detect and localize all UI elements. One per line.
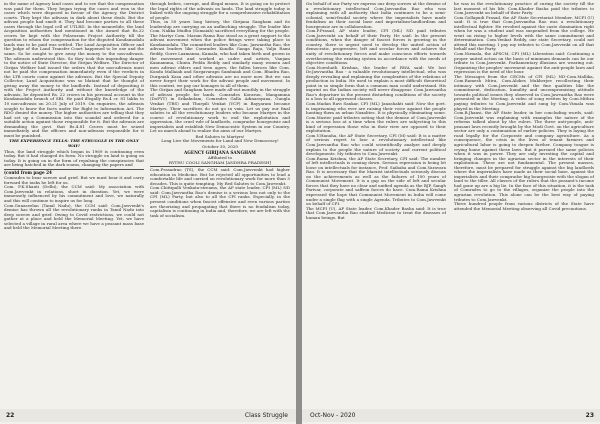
closing-slogans: Red Salutes to Martyrs! Long Live the Movements for Land and New Democracy!	[161, 133, 279, 144]
organization-affiliation: Affiliated to RYTHU COOLI SANGHAM [ANDHRA PRADESH]	[168, 155, 272, 165]
publication-name: Class Struggle	[244, 412, 288, 419]
organization-signature: AGENCY GIRIJANA SANGHAM	[184, 149, 256, 155]
continued-marker: (contd from page 24	[4, 169, 52, 175]
article-body: he was in the revolutionary practice of curing the society till the last moment of his life. Com.Khader Basha paid the tributes to Com.Jawvenkt on behalf of their Party. Com.Gollapudi Prasad, the AP State Secretariat Member, MCPI (U) said: It is true that Com.Jawvantha Rao was a revolutionary intellectual fighter. He revolted against the caste domination right when he was a student and was suspended from the college. He went on rising to higher levels with the same commitment and determination. Com.Venkat Reddy, our state Secretary, could not attend this meeting. I pay my tributes to Com.Jawvenkt on all that behalf and the Party. Com.Nirmala, the APSCM, CPI (ML) Liberation said: Continuing a proper united action on the basis of minimum demands can be our tribute to Com.Jawvenkt. Parliamentary illusions are wearing out. Organizing the peoples' movement against the anti-people laws and repression is the need of the hour. The Messages from the CECMs of CPI (ML) ND-Com.Mallika, Com.Ramesh Mitra, Com.Alokes Mukherjee recollecting their intimacy with Com.Jawvenkt and the fine qualities like the commitment, dedication, humility and uncompromising attitude towards political issues they observed in Com.Jawvantha Rao were presented in the Meeting. A video of song written by Com.Mithra paying tributes to Com.Jawvenkt and sung by Com.Vimala was played in the Meeting. Com.B.Jhansi, the AP State leader, in her concluding words, said: Com.Jawvenkt was explaining with examples the nature of the reforms talked about by the rulers. The three anti-people, anti-peasant laws recently brought by the Modi Govt. on the agriculture sector are only a continuation of earlier policies. They is laying the road legally for the Corporate and company agriculture. As a consequence, the crisis in the lives of tenant farmers and agricultural labor is going to deepen further. Company tongue is crying home against these laws. But it pursued the same policies when it was in power. They are only investing the capital and bringing changes in the agrarian sector in the interests of their exploitation. These are not fundamental. The present masses, therefore, must be prepared for struggle against the big landlords where the imperialists have made as their social base, against the imperialists and their comprador big bourgeoisie with the slogan of land to the tiller. All classes of the rulers that the peasant's income had gone up are a big lie. In the face of this situation, it is the task of Comrades to go to the villages, organize the people into the agrarian revolution. This alone can be the best way of paying tributes to Com.Jawvenkt. Three hundred people from various districts of the State have attended the Memorial Meeting observing all Covid precautions.	[454, 2, 594, 211]
article-body: Thus, the land struggle which began in 1969 is continuing even today. But it had changed its form. No struggle on land is going on today. It is going on in the form of repulsing the conspiracies that are being hatched in the dark rooms, changing the papers and	[4, 148, 144, 168]
left-page-footer	[0, 409, 296, 422]
page-number: 23	[585, 412, 594, 419]
article-body: Com.Prasadrao (TS), the CCM said: Com.Jawvenkt had higher education in Medicine. But he rejected all opportunities to lead a comfortable life and carried on revolutionary work for more than 5 decades. This is quite tempting. My Red Salutes to Com.Jawvenkt. Com.Chittipalli Venkata-streams, the AP state leader, CPI (ML) ND said: Com.Jawvantha Rao's demise is a serious loss not only to the CPI (ML) Party, but also to all the CPI ranks. Especially, in the present conditions when fascist offensive and even various parties are theorizing and propagating that there is no feudalism today, capitalism is continuing in India and, therefore, we are left with the task of socialism.	[150, 167, 290, 218]
article-body: Comrades to bear sorrow and grief. But we must bear it and carry forward the tasks he left for us. Com. P.K.Shanti (Delhi), the CCM said: My association with Com.Jawvenkt in relations, short in duration. Yet, we were immensely influenced by his commitment and love, we naturally and this will continue to inspire us for long. Com.Gunaseelan (Tamil Nadu), the CCM said: Com.Jawvenkt's demise has thrown all the revolutionary ranks in Tamil Nadu into deep sorrow and grief. Owing to Covid restrictions, we could not gather at a place and held the Memorial Meeting. Yet, we have selected a village in rural area where we have a peasant mass base and held the Memorial Meeting there.	[4, 175, 144, 231]
section-heading: THE EXPERIENCE TELLS: THE STRUGGLE IS THE ONLY WAY!	[9, 138, 139, 148]
issue-date: Oct-Nov - 2020	[310, 412, 356, 419]
left-page-column-2	[150, 2, 290, 406]
article-body: through bribes, corrupt, and illegal means. It is going on to protect the legal rights of the adivasis on lands. The land struggle today is linked with the ongoing struggle for a comprehensive rehabilitation of people. Thus, in 50 years long history, the Girijana Sangham and its leadership are carrying on an unflinching struggle. The leader like Com. Nakka Mudhu (Somaiah) sacrificed everything for the people. The Martyr Com. Maram Rama Rao stood as a great support to the adivasi movement when the police firings were taking place in Kondamodalu. The committed leaders like Com. Jaswantha Rao, the adivasi leaders like Comrades Kundla Ganga Raju, Valju Rami Reddy, Gorre Laxmanna, Kamala, who had taken birth and grown in the movement and worked as cadre and artists, Vanjam Kannamma, Chinta Pedda Reddy and similarly many women and men adivasi elders and teen agers, the fallen heroes like Com. Kondu Mallaiah and Surgavarapu Sambaiah and Com. Bhadra Rao, Durgaiah Kasa and other adivasis are no more now. But we can never forget their work for the adivasi people and movement. In this context, we pay our homages to all of them. The Girijan and Sangham have made all-out monthly in the struggle of adivasi people for lands. Comrades Koraruu, Mangamma (DoPYT) in Srikakulam, Comrades Galla Adinarayana, Gungla Venkat (TRS) and Thurpili Venkat (YCP) in Bayyaram became Martyrs. Their sacrifices do not go in vain. Let us pay our final salutes to all the revolutionary leaders who became Martyrs in the course of revolutionary work to end the exploitation and oppression, the cruel rule of landlords, comprador bourgeoisie and imperialists and establish New Democratic System in our Country. Let us march ahead to realize the aims of our Martyrs.	[150, 2, 290, 134]
right-page-column-1	[306, 2, 446, 406]
right-page-footer	[302, 409, 600, 422]
article-body: On behalf of our Party we express our deep sorrow at the demise of a revolutionary intellectual Com.Jawvanthu Rao who was explaining with all authority that India continues to be a semi-colonial, semi-feudal society where the imperialists have made feudalism as their social base and imperialism-landlordism and bourgeoisie are in collaboration. Com.P.Prasad, AP state leader, CPI (ML) ND paid tributes Com.Jawvenkt on behalf of their Party. He said: In the present conditions, when the danger of fascist forces is growing in the country, there is urgent need to develop the united action of democratic, progressive, left and secular forces and achieve the unity of revolutionary forces and make conscious efforts towards overthrowing the existing system in accordance with the needs of objective conditions. Com.Nowshath Krishna, the leader of RWA said: We lost Dr.Jawvantha Rao - a valuable revolutionary intellectual, who was deeply revealing and explaining the complexities of the relations of production in India. He used to explain a most difficult theoretical point in so simple form that a common man could understand. His imprint on the Indian society will never disappear. Com.Jawvantha Rao's departure in the present disturbing conditions of the society is a loss to all oppressed classes. Com.Madan Ravi Sankar, CPI (ML) Janashakti said: Now the govt. is imprisoning who ever are raising their voice against the people hunting them as urban Naxalites. It is physically eliminating some. Com.Master paid tributes noting that the demise of Com.Jawvenkt is a serious loss at a time when the rulers are subjecting to this kind of repression those who in their view are opposed to their exploitation. Com.V.Hanuha, the AP State Secretary, CPI (M) said: It is a matter of serious regret to lose a revolutionary intellectual like Com.Jawvantha Rao who could scientifically analyze and deeply explain to the people the nature of society and current political developments. My tributes to Com.Jawvenkt. Com.Rama Krishna, the AP State Secretary, CPI said: The number of left intellectuals is coming down. Serious repression is being let loose on intellectuals for instance, Prof. Saibaba and Com.Varavara Rao. It is necessary that the Marxist intellectuals seriously discuss on the achievements as well as the failures of 100 years of Communist Movement. It is a gap on the side of left and secular forces that they have no clear and unified agenda as the BJP, Sangh Parivar, corporate and saffron forces do have. Com.Rama Krishna expressed the hope that Communist Movement in India will come under a single flag with a single Agenda. Tributes to Com.Jawvenkt on behalf of CPI. The MCPI (U), AP State leader, Com.Khader Basha said: It is true that Com.Jawvantha Rao studied Medicine to treat the diseases of human beings. But	[306, 2, 446, 220]
article-body: in the name of Agency land cases and to see that the compensation was paid for them. They began trying the cases and won in the cases which were disposed in favour of the Agency, the District courts. They kept the adivasis in dark about these deals. But the adivasi people had smelt it. They had become parties to all these cases through the legal cell of UTLRD. In the meanwhile, the land Acquisition authorities had mentioned in the Award that Rs.22 crores be kept with the Polavaram Project Authority till the question to whom the compensation for the disputed Kondamodalu lands was to be paid was settled. The Land Acquisition Officer and the Judge of the Land Transfer Court happened to be one and the same. So he sought to give away the money to the non-adivasis. The adivasis understood this. So they took this impending danger to the notice of State Director, the Girijan Welfare. The Director of Girijan Welfare had issued the orders that the non-adivasis must not be paid the compensation immediately even if the verdicts in the LTR courts come against the adivasis. But the Special Deputy Collector, Land Acquisitions was so blatant that he thought of giving away the money to the landlords. Instead of depositing it with the Project Authority and without the knowledge of the adivasis, he deposited Rs. 22 crores in his personal account in the Kondamodalu branch of SBI. He paid illegally Rs.4 cr. 81 lakhs to 10 non-adivasis on 20.21 July of 2019. On enquiries, the adivasis sought to know the facts under the Right to Information Act. The RDO denied the money. The higher authorities are telling that they had set up a Commission into this scandal and ordered for a suitable action against those responsible for it. But the adivasis are demanding the govt. that Rs.4.81 Crores must be seized immediately and the officers and non-adivasis responsible for it must be punished.	[4, 2, 144, 138]
statement-date: October 30, 2020	[202, 143, 238, 149]
page-number: 22	[6, 412, 15, 419]
left-page	[0, 0, 296, 424]
right-page-column-2	[454, 2, 594, 406]
left-page-column-1	[4, 2, 144, 406]
right-page	[302, 0, 600, 424]
